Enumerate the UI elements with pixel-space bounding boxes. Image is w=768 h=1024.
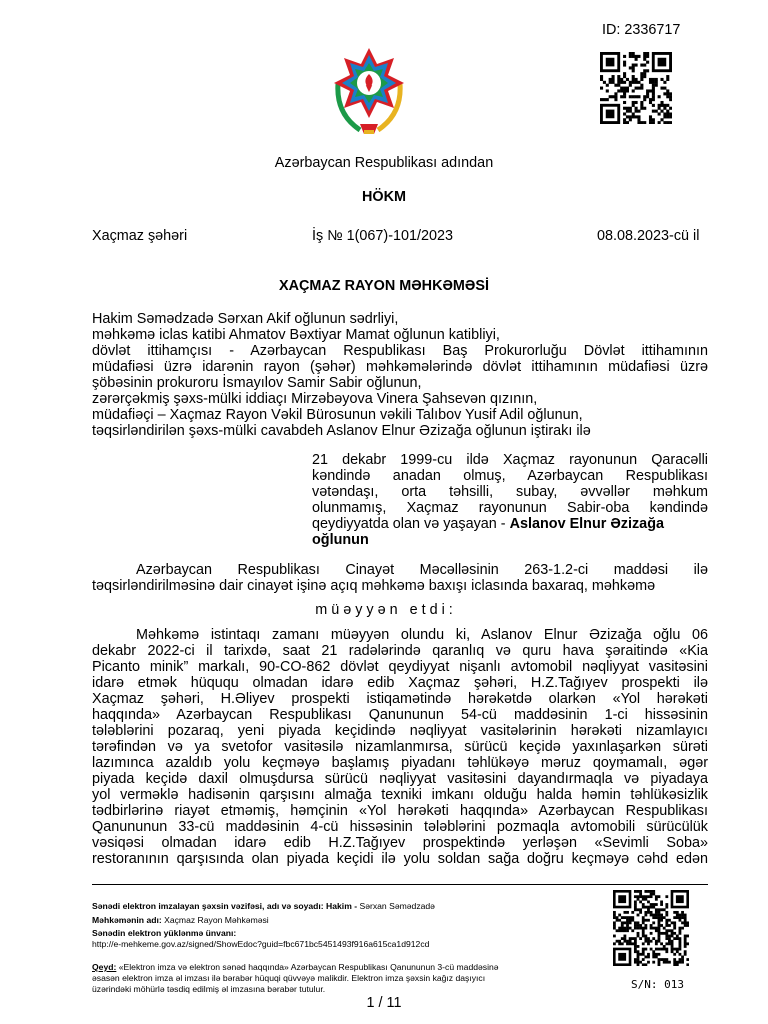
- panel-line: müdafiəsi üzrə idarənin rayon (şəhər) məhkəmələrində dövlət ittihamının müdafiəsi üzrə: [92, 359, 708, 375]
- body-line: tərəfindən və ya svetofor vasitəsilə nizamlanmırsa, sürücü keçidə yaxınlaşarkən sürəti: [92, 739, 708, 755]
- panel-line: dövlət ittihamçısı - Azərbaycan Respublikası Baş Prokurorluğu Dövlət ittihamının: [92, 343, 708, 359]
- panel-line: təqsirləndirilən şəxs-mülki cavabdeh Aslanov Elnur Əzizağa oğlunun iştirakı ilə: [92, 423, 591, 439]
- body-line: Məhkəmə istintaqı zamanı müəyyən olundu ki, Aslanov Elnur Əzizağa oğlu 06: [136, 627, 708, 643]
- address-link[interactable]: http://e-mehkeme.gov.az/signed/ShowEdoc?guid=fbc671bc5451493f916a615ca1d912cd: [92, 939, 430, 949]
- note-text: «Elektron imza və elektron sənəd haqqında» Azərbaycan Respublikası Qanununun 3-cü maddəsinə: [116, 962, 499, 972]
- court-info-label: Məhkəmənin adı:: [92, 915, 165, 925]
- body-line: idarə etmək hüququ olmadan idarə edib Xaçmaz şəhəri, H.Z.Tağıyev prospekti ilə: [92, 675, 708, 691]
- signer-line: [92, 901, 435, 912]
- defendant-line: olunmamış, Xaçmaz rayonunun Sabir-oba kəndində: [312, 500, 708, 516]
- defendant-text: qeydiyyatda olan və yaşayan -: [312, 516, 510, 532]
- consideration-line: Azərbaycan Respublikası Cinayət Məcəlləsinin 263-1.2-ci maddəsi ilə: [136, 562, 708, 578]
- panel-line: məhkəmə iclas katibi Ahmatov Bəxtiyar Mamat oğlunun katibliyi,: [92, 327, 500, 343]
- body-line: Qanununun 33-cü maddəsinin 4-cü hissəsinin tələblərini pozmaqla avtomobili sürücülük: [92, 819, 708, 835]
- note-line: əsasən elektron imza əl imzası ilə bərabər hüquqi qüvvəyə malikdir. Elektron imza şəxsin kağız daşıyıcı: [92, 973, 486, 983]
- case-number: İş № 1(067)-101/2023: [312, 228, 454, 244]
- note-label: Qeyd:: [92, 962, 117, 972]
- defendant-line: [312, 516, 708, 532]
- defendant-line: vətəndaşı, orta təhsilli, subay, əvvəllər məhkum: [312, 484, 708, 500]
- panel-line: şöbəsinin prokuroru İsmayılov Samir Sabir oğlunun,: [92, 375, 422, 391]
- defendant-line: kəndində anadan olmuş, Azərbaycan Respublikası: [312, 468, 708, 484]
- body-line: haqqında» Azərbaycan Respublikası Qanununun 54-cü maddəsinin 1-ci hissəsinin: [92, 707, 708, 723]
- qr-code-icon: [613, 890, 689, 966]
- body-line: tələblərini pozaraq, yeni piyada keçidində nəqliyyat vasitələrinin hərəkəti nizamlayıcı: [92, 723, 708, 739]
- document-date: 08.08.2023-cü il: [597, 228, 700, 244]
- signer-value: Sərxan Səmədzadə: [359, 901, 435, 911]
- city: Xaçmaz şəhəri: [92, 228, 188, 244]
- page-number: 1 / 11: [366, 995, 402, 1011]
- body-line: vəsiqəsi olmadan idarə edib H.Z.Tağıyev prospektində yerləşən «Sevimli Soba»: [92, 835, 708, 851]
- document-id: ID: 2336717: [602, 22, 681, 38]
- serial-number: S/N: 013: [631, 978, 684, 991]
- body-line: lazımınca azaldıb yolu keçməyə başlamış piyadanı təhlükəyə məruz qoymamalı, əgər: [92, 755, 708, 771]
- panel-line: müdafiəçi – Xaçmaz Rayon Vəkil Bürosunun vəkili Talıbov Yusif Adil oğlunun,: [92, 407, 583, 423]
- defendant-name: Aslanov Elnur Əzizağa: [509, 516, 664, 532]
- note-line: üzərindəki möhürlə təsdiq edilmiş əl imzasına bərabər tutulur.: [92, 984, 326, 994]
- issuer-line: Azərbaycan Respublikası adından: [274, 155, 494, 171]
- qr-code-icon: [600, 52, 672, 124]
- body-line: Xaçmaz şəhəri, H.Əliyev prospekti istiqamətində hərəkətdə olarkən «Yol hərəkəti: [92, 691, 708, 707]
- document-title: HÖKM: [362, 189, 406, 205]
- defendant-line: 21 dekabr 1999-cu ildə Xaçmaz rayonunun Qaracəlli: [312, 452, 708, 468]
- body-line: yol verməklə hadisənin qarşısını almağa texniki imkanı olduğu halda həmin təhlükəsizlik: [92, 787, 708, 803]
- body-line: tədbirlərinə riayət etməmiş, həmçinin «Yol hərəkəti haqqında» Azərbaycan Respublikası: [92, 803, 708, 819]
- state-emblem: [330, 44, 408, 140]
- established-heading: m ü ə y y ə n e t d i :: [315, 602, 453, 618]
- consideration-line: təqsirləndirilməsinə dair cinayət işinə açıq məhkəmə baxışı iclasında baxaraq, məhkəmə: [92, 578, 656, 594]
- panel-line: Hakim Səmədzadə Sərxan Akif oğlunun sədrliyi,: [92, 311, 399, 327]
- body-line: restoranının qarşısında olan piyada keçidi ilə yolu soldan sağa doğru keçməyə cəhd edən: [92, 851, 708, 867]
- body-line: piyada keçidə daxil olmuşdursa sürücü nəqliyyat vasitəsini dayandırmaqla və piyadaya: [92, 771, 708, 787]
- court-info-line: [92, 915, 269, 926]
- body-line: dekabr 2022-ci il tarixdə, saat 21 radələrində qaranlıq və quru hava şəraitində «Kia: [92, 643, 708, 659]
- footer-divider: [92, 884, 708, 885]
- address-label: Sənədin elektron yüklənmə ünvanı:: [92, 928, 237, 938]
- defendant-name-suffix: oğlunun: [312, 532, 369, 548]
- court-info-value: Xaçmaz Rayon Məhkəməsi: [164, 915, 269, 925]
- signer-label: Sənədi elektron imzalayan şəxsin vəzifəsi, adı və soyadı: Hakim -: [92, 901, 360, 911]
- court-name: XAÇMAZ RAYON MƏHKƏMƏSİ: [279, 278, 489, 294]
- note-line: [92, 962, 499, 973]
- panel-line: zərərçəkmiş şəxs-mülki iddiaçı Mirzəbəyova Vinera Şahsevən qızının,: [92, 391, 538, 407]
- body-line: Picanto minik” markalı, 90-CO-862 dövlət qeydiyyat nişanlı avtomobil nəqliyyat vasitəsini: [92, 659, 708, 675]
